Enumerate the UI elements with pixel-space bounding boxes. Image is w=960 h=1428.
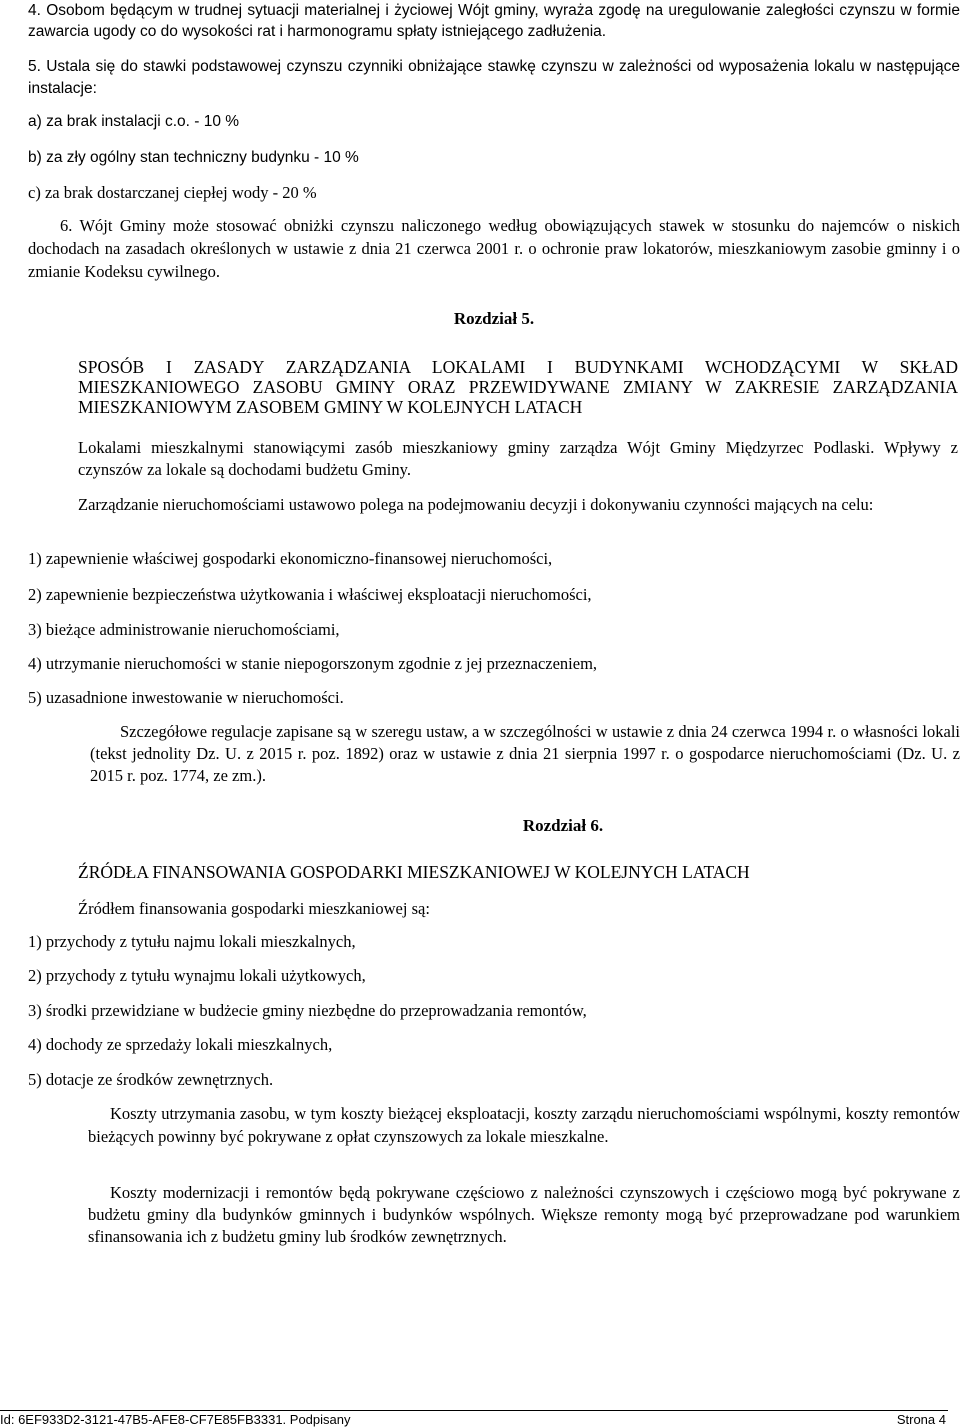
list-item: 3) bieżące administrowanie nieruchomościami, — [28, 620, 340, 639]
list-item: 2) przychody z tytułu wynajmu lokali użytkowych, — [28, 966, 366, 985]
page-number: Strona 4 — [896, 1412, 946, 1427]
item-b: b) za zły ogólny stan techniczny budynku - 10 % — [28, 149, 359, 166]
chapter-5-title: SPOSÓB I ZASADY ZARZĄDZANIA LOKALAMI I BUDYNKAMI WCHODZĄCYMI W SKŁAD MIESZKANIOWEGO ZASOBU GMINY ORAZ PRZEWIDYWANE ZMIANY W ZAKRESIE ZARZĄDZANIA MIESZKANIOWYM ZASOBEM GMINY W KOLEJNYCH LATACH — [78, 357, 958, 417]
list-item: 4) utrzymanie nieruchomości w stanie niepogorszonym zgodnie z jej przeznaczeniem, — [28, 654, 598, 673]
list-item: 5) uzasadnione inwestowanie w nieruchomości. — [28, 688, 344, 707]
page-footer — [0, 1412, 946, 1427]
paragraph-5: 5. Ustala się do stawki podstawowej czynszu czynniki obniżające stawkę czynszu w zależności od wyposażenia lokalu w następujące instalacje: — [28, 58, 960, 97]
chapter-6-paragraph-2: Koszty modernizacji i remontów będą pokrywane częściowo z należności czynszowych i częściowo mogą być pokrywane z budżetu gminy dla budynków gminnych i budynków wspólnych. Większe remonty mogą być przeprowadzane pod warunkiem sfinansowania ich z budżetu gminy lub środków zewnętrznych. — [88, 1183, 960, 1246]
list-item: 1) przychody z tytułu najmu lokali mieszkalnych, — [28, 932, 356, 951]
chapter-5-paragraph-2: Zarządzanie nieruchomościami ustawowo polega na podejmowaniu decyzji i dokonywaniu czynności mających na celu: — [78, 495, 874, 514]
chapter-6-title: ŹRÓDŁA FINANSOWANIA GOSPODARKI MIESZKANIOWEJ W KOLEJNYCH LATACH — [78, 862, 750, 882]
list-item: 3) środki przewidziane w budżecie gminy niezbędne do przeprowadzania remontów, — [28, 1001, 587, 1020]
list-item: 5) dotacje ze środków zewnętrznych. — [28, 1070, 274, 1089]
footer-divider — [0, 1410, 948, 1411]
chapter-5-paragraph-1: Lokalami mieszkalnymi stanowiącymi zasób mieszkaniowy gminy zarządza Wójt Gminy Międzyrzec Podlaski. Wpływy z czynszów za lokale są dochodami budżetu Gminy. — [78, 438, 958, 479]
chapter-6-label: Rozdział 6. — [522, 816, 604, 835]
paragraph-4: 4. Osobom będącym w trudnej sytuacji materialnej i życiowej Wójt gminy, wyraża zgodę na uregulowanie zaległości czynszu w formie zawarcia ugody co do wysokości rat i harmonogramu spłaty istniejącego zadłużenia. — [28, 2, 960, 40]
document-id: Id: 6EF933D2-3121-47B5-AFE8-CF7E85FB3331. Podpisany — [0, 1412, 351, 1427]
list-item: 1) zapewnienie właściwej gospodarki ekonomiczno-finansowej nieruchomości, — [28, 549, 553, 568]
item-a: a) za brak instalacji c.o. - 10 % — [28, 113, 240, 130]
list-item: 2) zapewnienie bezpieczeństwa użytkowania i właściwej eksploatacji nieruchomości, — [28, 585, 592, 604]
list-item: 4) dochody ze sprzedaży lokali mieszkalnych, — [28, 1035, 333, 1054]
paragraph-6: 6. Wójt Gminy może stosować obniżki czynszu naliczonego według obowiązujących stawek w stosunku do najemców o niskich dochodach na zasadach określonych w ustawie z dnia 21 czerwca 2001 r. o ochronie praw lokatorów, mieszkaniowym zasobie gminny i o zmianie Kodeksu cywilnego. — [28, 216, 960, 281]
item-c: c) za brak dostarczanej ciepłej wody - 20 % — [28, 183, 317, 202]
chapter-6-intro: Źródłem finansowania gospodarki mieszkaniowej są: — [78, 899, 430, 918]
chapter-5-paragraph-3: Szczegółowe regulacje zapisane są w szeregu ustaw, a w szczególności w ustawie z dnia 24 czerwca 1994 r. o własności lokali (tekst jednolity Dz. U. z 2015 r. poz. 1892) oraz w ustawie z dnia 21 sierpnia 1997 r. o gospodarce nieruchomościami (Dz. U. z 2015 r. poz. 1774, ze zm.). — [90, 722, 960, 785]
chapter-5-label: Rozdział 5. — [453, 309, 535, 328]
chapter-6-paragraph-1: Koszty utrzymania zasobu, w tym koszty bieżącej eksploatacji, koszty zarządu nieruchomościami wspólnymi, koszty remontów bieżących powinny być pokrywane z opłat czynszowych za lokale mieszkalne. — [88, 1104, 960, 1146]
